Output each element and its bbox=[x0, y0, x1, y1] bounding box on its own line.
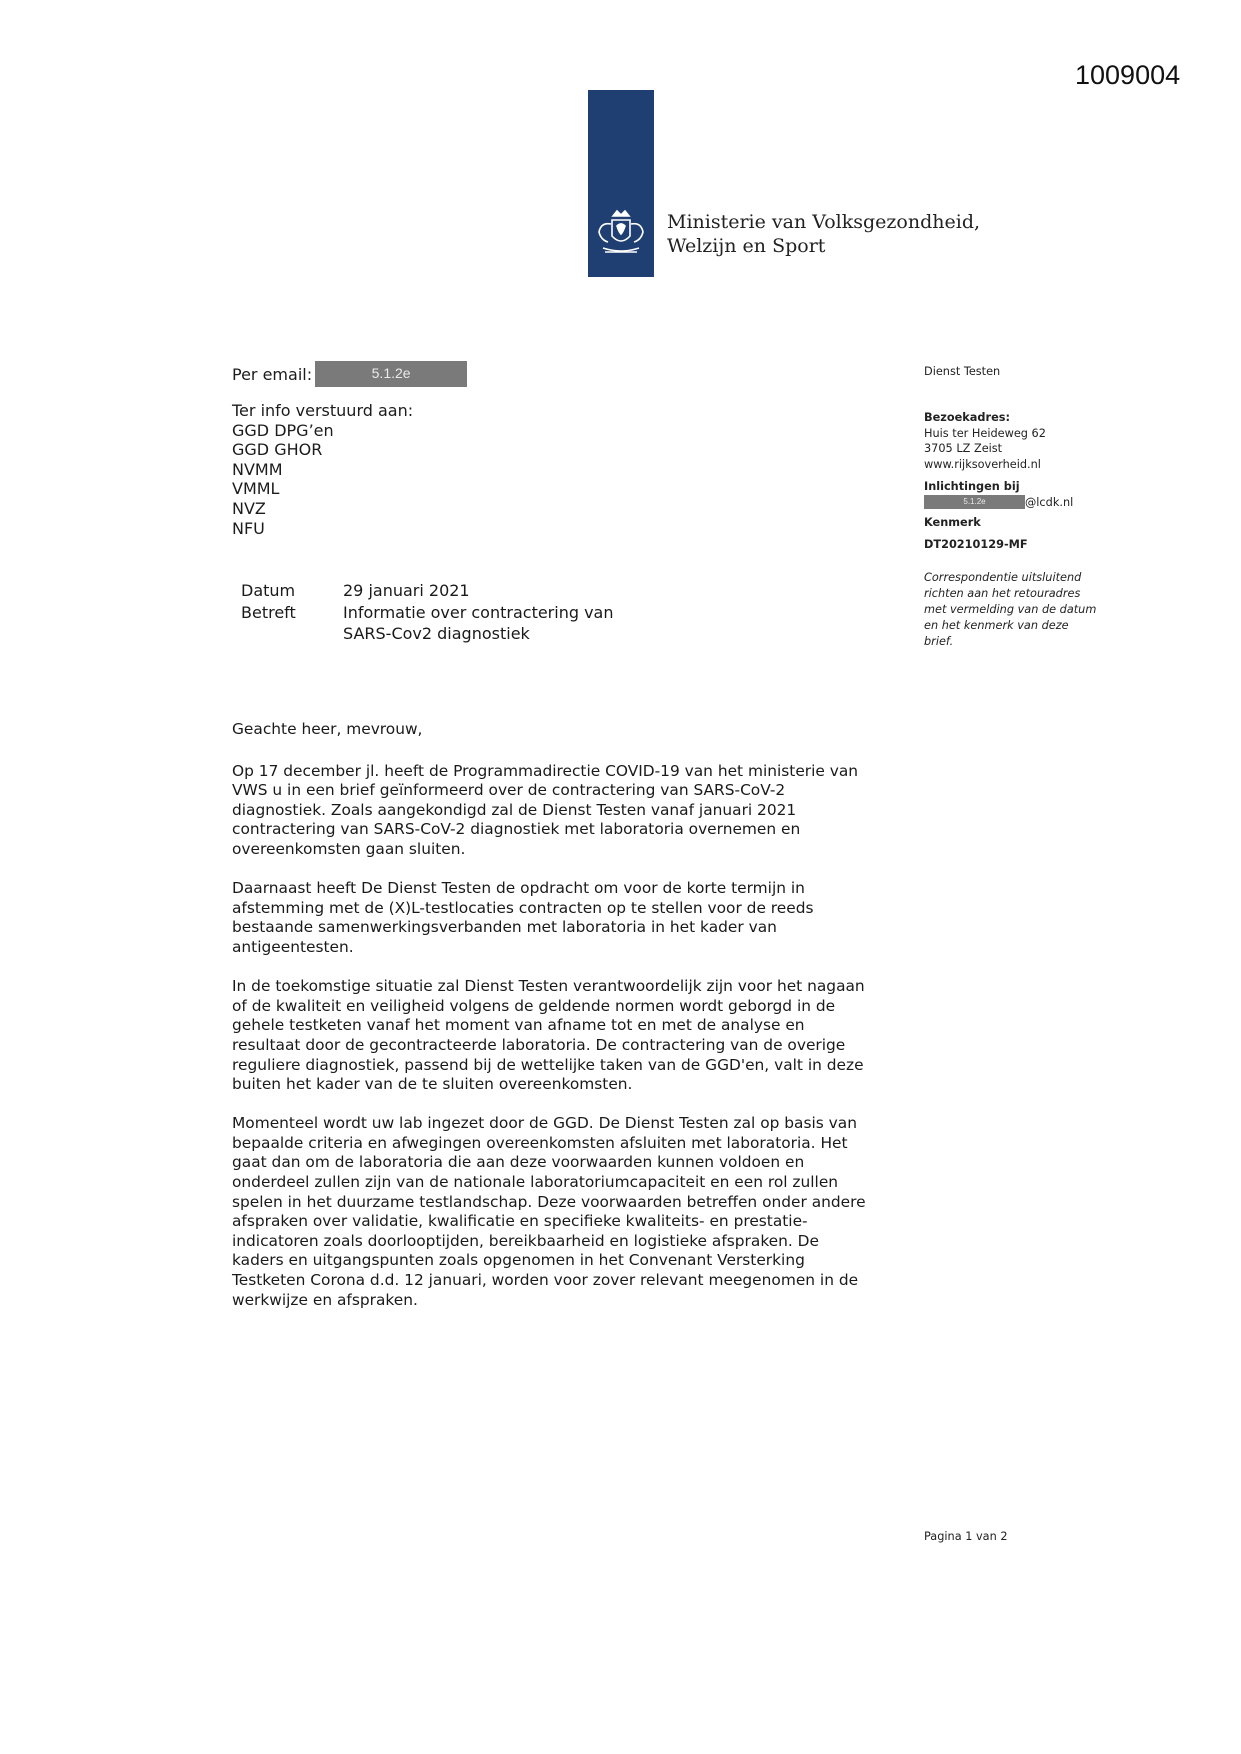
ministry-name bbox=[667, 210, 980, 258]
cc-item: GGD DPG’en bbox=[232, 420, 334, 440]
document-number: 1009004 bbox=[1075, 60, 1181, 90]
page-number: Pagina 1 van 2 bbox=[924, 1530, 1008, 1543]
cc-label: Ter info verstuurd aan: bbox=[232, 401, 414, 420]
sidebar-reference bbox=[924, 515, 1028, 558]
address-line: www.rijksoverheid.nl bbox=[924, 457, 1041, 471]
contact-email-suffix: @lcdk.nl bbox=[1025, 495, 1074, 509]
cc-item: NVMM bbox=[232, 459, 283, 479]
body-paragraph: Momenteel wordt uw lab ingezet door de GGD. De Dienst Testen zal op basis van bepaalde criteria en afwegingen overeenkomsten afsluiten met laboratoria. Het gaat dan om de laboratoria die aan deze voorwaarden kunnen voldoen en onderdeel zullen zijn van de nationale laboratoriumcapaciteit en een rol zullen spelen in het duurzame testlandschap. Deze voorwaarden betreffen onder andere afspraken over validatie, kwalificatie en specifieke kwaliteits- en prestatie- indicatoren zoals doorlooptijden, bereikbaarheid en logistieke afspraken. De kaders en uitgangspunten zoals opgenomen in het Convenant Versterking Testketen Corona d.d. 12 januari, worden voor zover relevant meegenomen in de werkwijze en afspraken. bbox=[232, 1114, 866, 1309]
address-line: Huis ter Heideweg 62 bbox=[924, 426, 1046, 440]
visit-address-label: Bezoekadres: bbox=[924, 411, 1010, 424]
redacted-email: 5.1.2e bbox=[315, 361, 467, 387]
sidebar-inquiries bbox=[924, 479, 1073, 510]
per-email-label: Per email: bbox=[232, 364, 313, 384]
body-paragraph: Daarnaast heeft De Dienst Testen de opdracht om voor de korte termijn in afstemming met de (X)L-testlocaties contracten op te stellen voor de reeds bestaande samenwerkingsverbanden met laboratoria in het kader van antigeentesten. bbox=[232, 879, 814, 956]
ministry-name-line1: Ministerie van Volksgezondheid, bbox=[667, 211, 981, 233]
sidebar-visit-address bbox=[924, 410, 1046, 472]
datum-label: Datum bbox=[241, 581, 296, 600]
cc-item: GGD GHOR bbox=[232, 440, 323, 460]
reference-label: Kenmerk bbox=[924, 516, 981, 529]
betreft-label: Betreft bbox=[241, 602, 296, 622]
betreft-value: Informatie over contractering van SARS-Cov2 diagnostiek bbox=[343, 602, 614, 643]
address-line: 3705 LZ Zeist bbox=[924, 442, 1003, 455]
redacted-contact: 5.1.2e bbox=[924, 495, 1025, 509]
cc-item: NVZ bbox=[232, 498, 266, 518]
sidebar-department: Dienst Testen bbox=[924, 365, 1001, 378]
cc-item: NFU bbox=[232, 518, 265, 538]
reference-value: DT20210129-MF bbox=[924, 537, 1028, 551]
sidebar-correspondence-note: Correspondentie uitsluitend richten aan het retouradres met vermelding van de datum en het kenmerk van deze brief. bbox=[924, 571, 1097, 648]
per-email-line bbox=[232, 361, 467, 387]
ministry-name-line2: Welzijn en Sport bbox=[667, 235, 826, 257]
datum-value: 29 januari 2021 bbox=[343, 581, 470, 600]
body-paragraph: In de toekomstige situatie zal Dienst Testen verantwoordelijk zijn voor het nagaan of de kwaliteit en veiligheid volgens de geldende normen wordt geborgd in de gehele testketen vanaf het moment van afname tot en met de analyse en resultaat door de gecontracteerde laboratoria. De contractering van de overige reguliere diagnostiek, passend bij de wettelijke taken van de GGD'en, valt in deze buiten het kader van de te sluiten overeenkomsten. bbox=[232, 977, 865, 1094]
royal-coat-of-arms-icon bbox=[591, 208, 651, 262]
letter-body bbox=[232, 720, 912, 1330]
body-paragraph: Op 17 december jl. heeft de Programmadirectie COVID-19 van het ministerie van VWS u in een brief geïnformeerd over de contractering van SARS-CoV-2 diagnostiek. Zoals aangekondigd zal de Dienst Testen vanaf januari 2021 contractering van SARS-CoV-2 diagnostiek met laboratoria overnemen en overeenkomsten gaan sluiten. bbox=[232, 761, 859, 858]
inquiries-label: Inlichtingen bij bbox=[924, 480, 1020, 493]
cc-block bbox=[232, 401, 413, 538]
letter-meta bbox=[241, 580, 643, 645]
cc-item: VMML bbox=[232, 479, 280, 499]
salutation: Geachte heer, mevrouw, bbox=[232, 720, 423, 738]
